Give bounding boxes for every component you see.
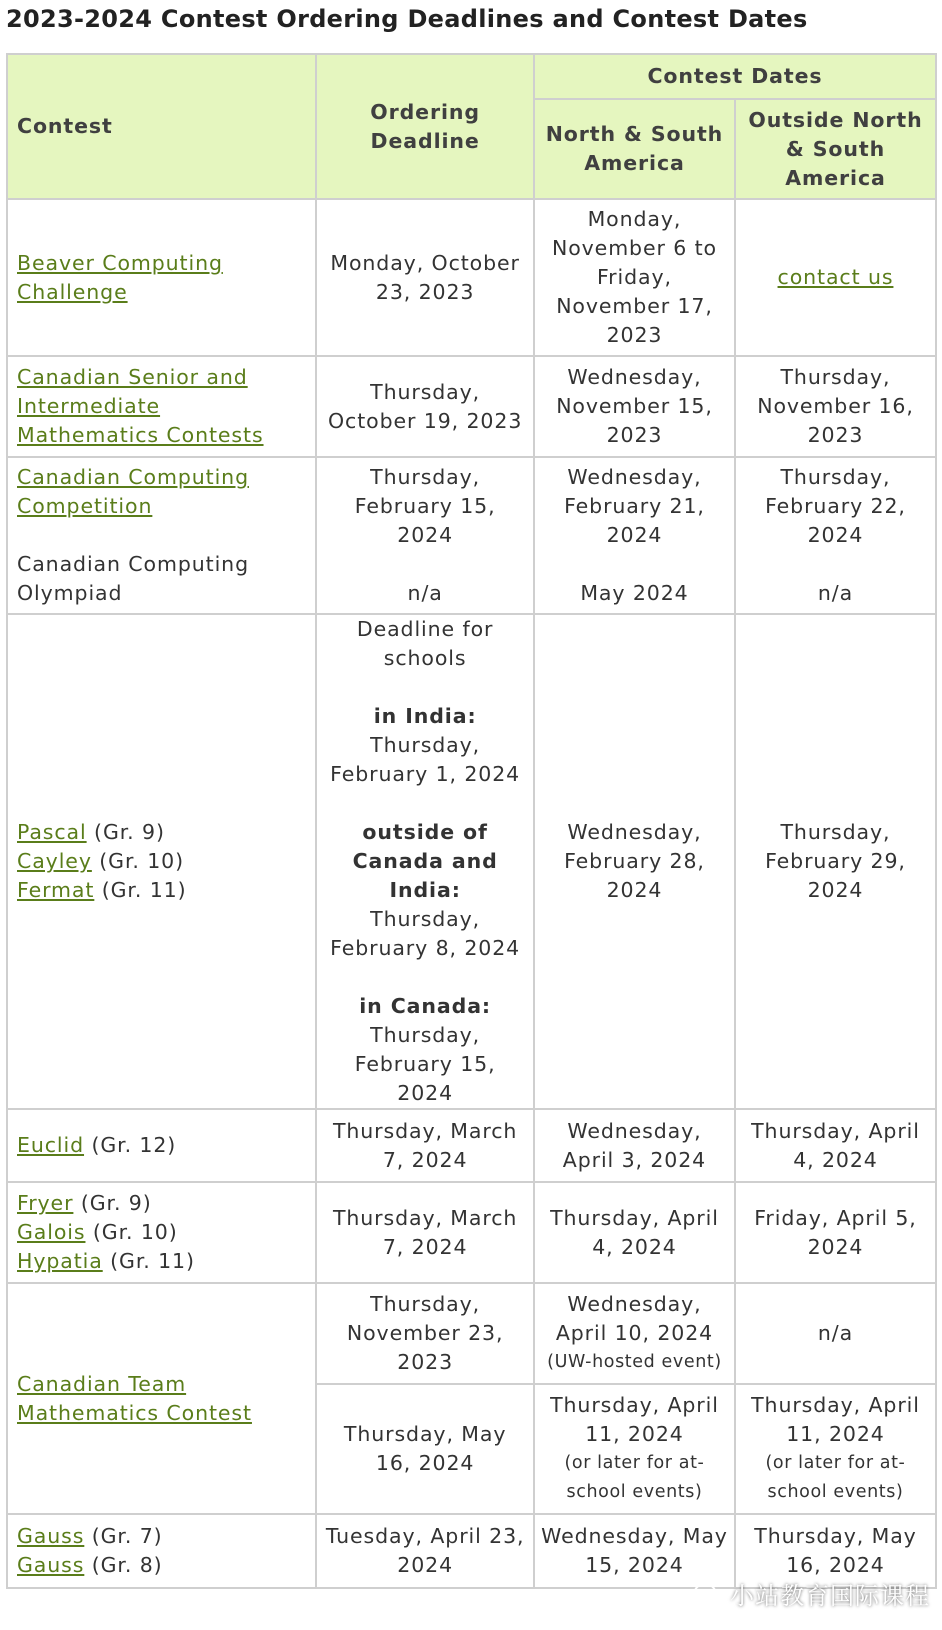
grade-label: (Gr. 11) bbox=[102, 1249, 195, 1273]
date-text: n/a bbox=[817, 581, 854, 605]
deadline-cell: Thursday, May 16, 2024 bbox=[316, 1384, 534, 1514]
grade-label: (Gr. 7) bbox=[84, 1524, 163, 1548]
table-row bbox=[7, 1109, 936, 1182]
contest-cell bbox=[7, 1514, 316, 1588]
nsa-date-cell: Monday, November 6 to Friday, November 17, 2023 bbox=[534, 199, 735, 356]
deadline-canada-label: in Canada: bbox=[359, 994, 492, 1018]
euclid-link[interactable]: Euclid bbox=[17, 1133, 85, 1157]
table-row bbox=[7, 1283, 936, 1384]
gauss-8-link[interactable]: Gauss bbox=[17, 1553, 85, 1577]
watermark bbox=[694, 1576, 930, 1611]
wechat-icon bbox=[694, 1582, 722, 1606]
nsa-date-cell: Wednesday, November 15, 2023 bbox=[534, 356, 735, 457]
outside-date-cell: Thursday, November 16, 2023 bbox=[735, 356, 936, 457]
outside-date-cell: n/a bbox=[735, 1283, 936, 1384]
header-contest: Contest bbox=[7, 54, 316, 199]
nsa-date-cell: Wednesday, May 15, 2024 bbox=[534, 1514, 735, 1588]
outside-date-cell: Thursday, May 16, 2024 bbox=[735, 1514, 936, 1588]
header-outside-north-south-america: Outside North & South America bbox=[735, 99, 936, 199]
deadline-cell: Thursday, March 7, 2024 bbox=[316, 1109, 534, 1182]
nsa-date-cell: Wednesday, February 28, 2024 bbox=[534, 614, 735, 1109]
deadline-outside: Thursday, February 8, 2024 bbox=[330, 907, 521, 960]
header-north-south-america: North & South America bbox=[534, 99, 735, 199]
table-row bbox=[7, 199, 936, 356]
date-text: Thursday, April 11, 2024 bbox=[751, 1393, 920, 1446]
nsa-date-cell: Thursday, April 4, 2024 bbox=[534, 1182, 735, 1283]
deadline-cell bbox=[316, 614, 534, 1109]
outside-date-cell bbox=[735, 1384, 936, 1514]
gauss-7-link[interactable]: Gauss bbox=[17, 1524, 85, 1548]
deadline-canada: Thursday, February 15, 2024 bbox=[354, 1023, 496, 1105]
date-text: Wednesday, February 21, 2024 bbox=[564, 465, 705, 547]
deadline-cell: Thursday, November 23, 2023 bbox=[316, 1283, 534, 1384]
nsa-date-cell bbox=[534, 457, 735, 614]
contest-cell bbox=[7, 356, 316, 457]
header-contest-dates: Contest Dates bbox=[534, 54, 936, 99]
fryer-link[interactable]: Fryer bbox=[17, 1191, 74, 1215]
watermark-text: 小站教育国际课程 bbox=[730, 1582, 930, 1610]
contest-cell bbox=[7, 614, 316, 1109]
grade-label: (Gr. 12) bbox=[84, 1133, 177, 1157]
cco-label: Canadian Computing Olympiad bbox=[17, 552, 249, 605]
table-row bbox=[7, 1182, 936, 1283]
contest-cell bbox=[7, 1109, 316, 1182]
header-ordering-deadline: Ordering Deadline bbox=[316, 54, 534, 199]
grade-label: (Gr. 10) bbox=[91, 849, 185, 873]
date-note: (or later for at-school events) bbox=[765, 1453, 906, 1502]
contest-cell bbox=[7, 1283, 316, 1514]
deadline-india-label: in India: bbox=[373, 704, 477, 728]
table-row bbox=[7, 457, 936, 614]
deadline-india: Thursday, February 1, 2024 bbox=[330, 733, 521, 786]
deadline-cell: Thursday, October 19, 2023 bbox=[316, 356, 534, 457]
contest-cell bbox=[7, 1182, 316, 1283]
outside-date-cell: Thursday, April 4, 2024 bbox=[735, 1109, 936, 1182]
ctmc-link[interactable]: Canadian Team Mathematics Contest bbox=[17, 1371, 252, 1425]
deadline-text: Thursday, February 15, 2024 bbox=[354, 465, 496, 547]
deadline-cell: Tuesday, April 23, 2024 bbox=[316, 1514, 534, 1588]
contact-us-link[interactable]: contact us bbox=[777, 265, 894, 289]
deadline-cell: Thursday, March 7, 2024 bbox=[316, 1182, 534, 1283]
ccc-link[interactable]: Canadian Computing Competition bbox=[17, 465, 249, 518]
page-title: 2023-2024 Contest Ordering Deadlines and Contest Dates bbox=[6, 5, 808, 33]
galois-link[interactable]: Galois bbox=[17, 1220, 86, 1244]
deadline-cell: Monday, October 23, 2023 bbox=[316, 199, 534, 356]
contest-cell bbox=[7, 199, 316, 356]
date-note: (UW-hosted event) bbox=[547, 1352, 722, 1372]
nsa-date-cell: Wednesday, April 3, 2024 bbox=[534, 1109, 735, 1182]
csimc-link[interactable]: Canadian Senior and Intermediate Mathematics Contests bbox=[17, 365, 264, 447]
deadline-text: n/a bbox=[407, 581, 443, 605]
date-text: Wednesday, April 10, 2024 bbox=[555, 1292, 714, 1345]
outside-date-cell: Friday, April 5, 2024 bbox=[735, 1182, 936, 1283]
hypatia-link[interactable]: Hypatia bbox=[17, 1249, 103, 1273]
nsa-date-cell bbox=[534, 1283, 735, 1384]
grade-label: (Gr. 9) bbox=[73, 1191, 152, 1215]
contest-schedule-table bbox=[6, 53, 937, 1589]
grade-label: (Gr. 11) bbox=[94, 878, 187, 902]
grade-label: (Gr. 8) bbox=[84, 1553, 163, 1577]
deadline-outside-label: outside of Canada and India: bbox=[352, 820, 498, 902]
date-note: (or later for at-school events) bbox=[564, 1453, 705, 1502]
cayley-link[interactable]: Cayley bbox=[17, 849, 92, 873]
grade-label: (Gr. 10) bbox=[85, 1220, 178, 1244]
beaver-computing-link[interactable]: Beaver Computing Challenge bbox=[17, 250, 223, 304]
outside-date-cell: Thursday, February 29, 2024 bbox=[735, 614, 936, 1109]
nsa-date-cell bbox=[534, 1384, 735, 1514]
deadline-intro: Deadline for schools bbox=[356, 617, 494, 670]
grade-label: (Gr. 9) bbox=[86, 820, 165, 844]
table-row bbox=[7, 614, 936, 1109]
outside-date-cell bbox=[735, 199, 936, 356]
date-text: Thursday, February 22, 2024 bbox=[765, 465, 906, 547]
fermat-link[interactable]: Fermat bbox=[17, 878, 95, 902]
pascal-link[interactable]: Pascal bbox=[17, 820, 87, 844]
outside-date-cell bbox=[735, 457, 936, 614]
table-row bbox=[7, 356, 936, 457]
deadline-cell bbox=[316, 457, 534, 614]
date-text: Thursday, April 11, 2024 bbox=[550, 1393, 719, 1446]
contest-cell bbox=[7, 457, 316, 614]
date-text: May 2024 bbox=[580, 581, 689, 605]
